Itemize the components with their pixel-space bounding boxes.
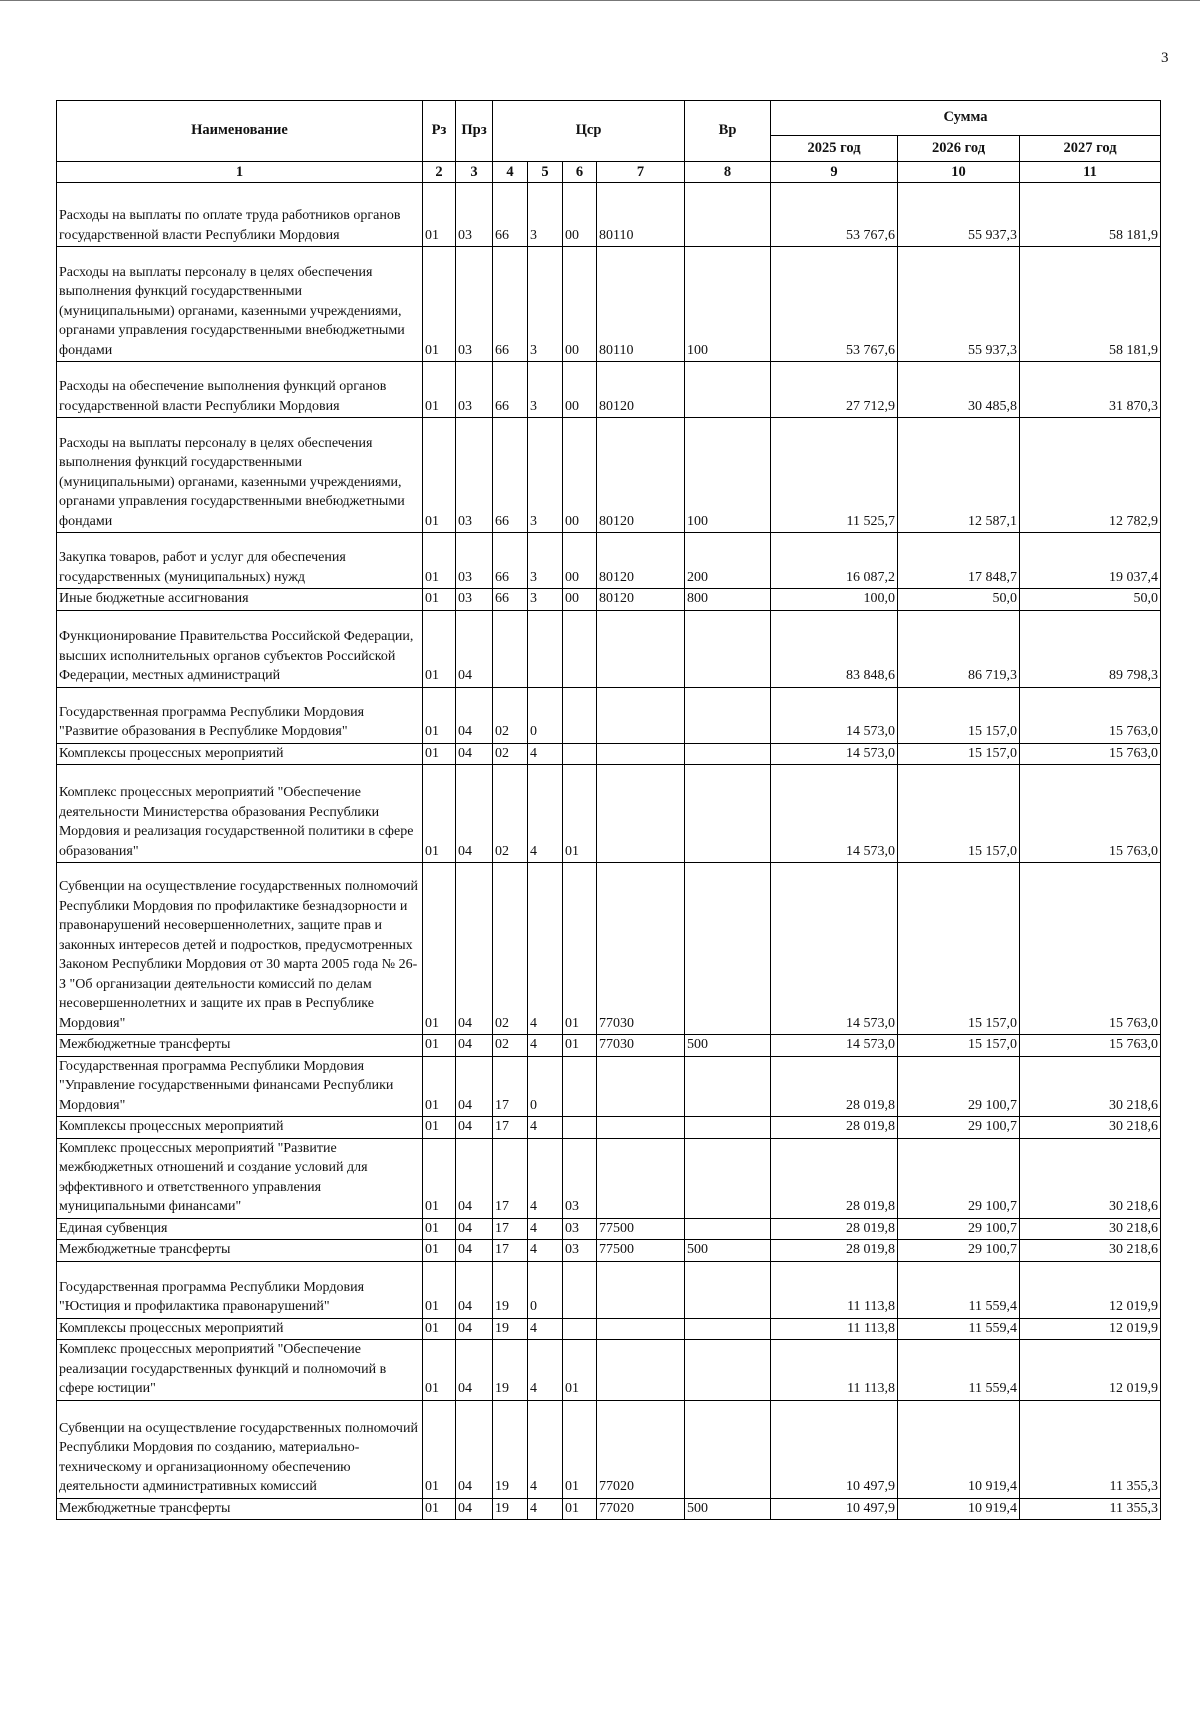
row-amount-2027: 12 019,9 (1020, 1340, 1161, 1401)
row-csr-direction (597, 687, 685, 743)
table-row (57, 533, 1161, 589)
table-row (57, 1138, 1161, 1218)
row-csr-item: 01 (563, 1035, 597, 1057)
row-csr-item: 03 (563, 1218, 597, 1240)
row-amount-2025: 11 113,8 (771, 1261, 898, 1318)
row-rz: 01 (423, 1240, 456, 1262)
row-csr-type: 4 (528, 1035, 563, 1057)
col-number: 7 (597, 162, 685, 183)
row-amount-2027: 50,0 (1020, 589, 1161, 611)
row-rz: 01 (423, 1056, 456, 1117)
row-name: Межбюджетные трансферты (57, 1035, 423, 1057)
table-row (57, 743, 1161, 765)
row-amount-2027: 30 218,6 (1020, 1056, 1161, 1117)
row-vr (685, 765, 771, 863)
row-rz: 01 (423, 247, 456, 362)
row-amount-2027: 31 870,3 (1020, 362, 1161, 418)
row-csr-type: 4 (528, 743, 563, 765)
row-amount-2026: 15 157,0 (898, 765, 1020, 863)
row-csr-direction: 77020 (597, 1400, 685, 1498)
row-csr-direction: 77500 (597, 1240, 685, 1262)
row-rz: 01 (423, 589, 456, 611)
row-csr-item: 01 (563, 765, 597, 863)
row-csr-type: 3 (528, 183, 563, 247)
row-csr-direction (597, 610, 685, 687)
row-vr (685, 362, 771, 418)
col-number: 1 (57, 162, 423, 183)
row-name: Комплекс процессных мероприятий "Обеспечение реализации государственных функций и полномочий в сфере юстиции" (57, 1340, 423, 1401)
header-year-2025: 2025 год (771, 136, 898, 162)
row-csr-direction: 77500 (597, 1218, 685, 1240)
row-amount-2026: 29 100,7 (898, 1218, 1020, 1240)
col-number: 8 (685, 162, 771, 183)
row-csr-item: 01 (563, 1498, 597, 1520)
row-amount-2025: 11 113,8 (771, 1318, 898, 1340)
row-vr (685, 743, 771, 765)
row-amount-2026: 11 559,4 (898, 1340, 1020, 1401)
row-amount-2026: 15 157,0 (898, 687, 1020, 743)
row-prz: 04 (456, 1261, 493, 1318)
table-row (57, 1117, 1161, 1139)
col-number: 10 (898, 162, 1020, 183)
header-year-2026: 2026 год (898, 136, 1020, 162)
row-amount-2027: 58 181,9 (1020, 247, 1161, 362)
row-vr (685, 610, 771, 687)
row-amount-2026: 15 157,0 (898, 863, 1020, 1035)
row-name: Государственная программа Республики Мордовия "Юстиция и профилактика правонарушений" (57, 1261, 423, 1318)
row-csr-item (563, 1318, 597, 1340)
row-amount-2025: 28 019,8 (771, 1240, 898, 1262)
row-amount-2025: 14 573,0 (771, 765, 898, 863)
row-name: Закупка товаров, работ и услуг для обеспечения государственных (муниципальных) нужд (57, 533, 423, 589)
col-number: 4 (493, 162, 528, 183)
table-row (57, 765, 1161, 863)
row-amount-2026: 15 157,0 (898, 743, 1020, 765)
row-csr-direction: 80110 (597, 247, 685, 362)
row-rz: 01 (423, 863, 456, 1035)
row-csr-program: 17 (493, 1056, 528, 1117)
row-name: Расходы на выплаты персоналу в целях обеспечения выполнения функций государственными (муниципальными) органами, казенными учреждениями, органами управления государственными внебюджетными фондами (57, 418, 423, 533)
row-prz: 04 (456, 1056, 493, 1117)
row-prz: 04 (456, 1138, 493, 1218)
row-amount-2026: 29 100,7 (898, 1117, 1020, 1139)
row-rz: 01 (423, 743, 456, 765)
row-name: Расходы на обеспечение выполнения функций органов государственной власти Республики Мордовия (57, 362, 423, 418)
header-vr: Вр (685, 101, 771, 162)
row-vr (685, 1400, 771, 1498)
row-csr-program: 02 (493, 1035, 528, 1057)
row-prz: 04 (456, 765, 493, 863)
row-amount-2025: 27 712,9 (771, 362, 898, 418)
row-csr-program: 19 (493, 1400, 528, 1498)
row-csr-direction (597, 1340, 685, 1401)
table-body (57, 183, 1161, 1520)
row-vr (685, 183, 771, 247)
row-vr: 100 (685, 418, 771, 533)
row-csr-type: 4 (528, 1138, 563, 1218)
row-amount-2025: 11 113,8 (771, 1340, 898, 1401)
row-name: Расходы на выплаты по оплате труда работников органов государственной власти Республики Мордовия (57, 183, 423, 247)
row-rz: 01 (423, 1117, 456, 1139)
row-prz: 04 (456, 1400, 493, 1498)
row-csr-type: 3 (528, 362, 563, 418)
row-csr-program: 66 (493, 533, 528, 589)
row-csr-program: 17 (493, 1240, 528, 1262)
row-name: Единая субвенция (57, 1218, 423, 1240)
row-rz: 01 (423, 687, 456, 743)
row-amount-2025: 28 019,8 (771, 1138, 898, 1218)
row-csr-type: 4 (528, 1240, 563, 1262)
row-amount-2025: 14 573,0 (771, 687, 898, 743)
row-csr-direction (597, 765, 685, 863)
row-csr-type: 3 (528, 589, 563, 611)
row-vr: 200 (685, 533, 771, 589)
row-name: Комплексы процессных мероприятий (57, 743, 423, 765)
row-csr-direction (597, 1261, 685, 1318)
row-amount-2026: 11 559,4 (898, 1261, 1020, 1318)
row-rz: 01 (423, 610, 456, 687)
row-vr: 500 (685, 1035, 771, 1057)
row-csr-program: 66 (493, 589, 528, 611)
page-number: 3 (1161, 50, 1169, 66)
row-vr: 100 (685, 247, 771, 362)
row-amount-2026: 29 100,7 (898, 1056, 1020, 1117)
row-amount-2027: 11 355,3 (1020, 1498, 1161, 1520)
row-amount-2027: 30 218,6 (1020, 1117, 1161, 1139)
row-csr-type: 4 (528, 1318, 563, 1340)
col-number: 3 (456, 162, 493, 183)
row-csr-item (563, 1117, 597, 1139)
row-vr (685, 1117, 771, 1139)
row-rz: 01 (423, 183, 456, 247)
row-prz: 03 (456, 418, 493, 533)
row-csr-type: 3 (528, 418, 563, 533)
row-csr-type: 4 (528, 1498, 563, 1520)
row-csr-type: 0 (528, 1261, 563, 1318)
row-csr-program: 19 (493, 1261, 528, 1318)
row-csr-program: 17 (493, 1218, 528, 1240)
row-amount-2026: 15 157,0 (898, 1035, 1020, 1057)
table-row (57, 1056, 1161, 1117)
row-amount-2026: 17 848,7 (898, 533, 1020, 589)
row-amount-2025: 14 573,0 (771, 863, 898, 1035)
row-amount-2026: 10 919,4 (898, 1400, 1020, 1498)
row-prz: 04 (456, 1117, 493, 1139)
row-name: Иные бюджетные ассигнования (57, 589, 423, 611)
row-csr-item (563, 610, 597, 687)
row-amount-2025: 28 019,8 (771, 1218, 898, 1240)
row-csr-type (528, 610, 563, 687)
row-rz: 01 (423, 1340, 456, 1401)
row-name: Расходы на выплаты персоналу в целях обеспечения выполнения функций государственными (муниципальными) органами, казенными учреждениями, органами управления государственными внебюджетными фондами (57, 247, 423, 362)
row-amount-2025: 83 848,6 (771, 610, 898, 687)
row-amount-2025: 53 767,6 (771, 247, 898, 362)
row-csr-item (563, 1261, 597, 1318)
table-row (57, 1261, 1161, 1318)
row-name: Субвенции на осуществление государственных полномочий Республики Мордовия по профилактике безнадзорности и правонарушений несовершеннолетних, защите прав и законных интересов детей и подростков, предусмотренных Законом Республики Мордовия от 30 марта 2005 года № 26-З "Об организации деятельности комиссий по делам несовершеннолетних и защите их прав в Республике Мордовия" (57, 863, 423, 1035)
row-amount-2025: 28 019,8 (771, 1117, 898, 1139)
row-csr-program: 66 (493, 183, 528, 247)
row-rz: 01 (423, 1498, 456, 1520)
row-prz: 03 (456, 183, 493, 247)
row-csr-item: 03 (563, 1240, 597, 1262)
row-rz: 01 (423, 1400, 456, 1498)
col-number: 6 (563, 162, 597, 183)
row-csr-type: 4 (528, 1218, 563, 1240)
row-amount-2027: 19 037,4 (1020, 533, 1161, 589)
row-amount-2025: 100,0 (771, 589, 898, 611)
row-amount-2027: 15 763,0 (1020, 863, 1161, 1035)
row-csr-direction (597, 743, 685, 765)
budget-table (56, 100, 1161, 1520)
row-csr-program: 17 (493, 1138, 528, 1218)
row-csr-direction: 80120 (597, 533, 685, 589)
row-csr-type: 4 (528, 1400, 563, 1498)
table-row (57, 863, 1161, 1035)
row-name: Комплексы процессных мероприятий (57, 1117, 423, 1139)
row-prz: 03 (456, 362, 493, 418)
row-rz: 01 (423, 765, 456, 863)
table-row (57, 1400, 1161, 1498)
row-csr-program: 66 (493, 247, 528, 362)
row-name: Функционирование Правительства Российской Федерации, высших исполнительных органов субъектов Российской Федерации, местных администраций (57, 610, 423, 687)
row-amount-2027: 58 181,9 (1020, 183, 1161, 247)
row-csr-program: 66 (493, 418, 528, 533)
row-csr-item (563, 1056, 597, 1117)
row-csr-type: 4 (528, 863, 563, 1035)
row-csr-program: 66 (493, 362, 528, 418)
row-name: Межбюджетные трансферты (57, 1498, 423, 1520)
row-vr (685, 1138, 771, 1218)
row-csr-direction: 77020 (597, 1498, 685, 1520)
row-amount-2025: 14 573,0 (771, 743, 898, 765)
table-row (57, 610, 1161, 687)
row-csr-direction: 80120 (597, 418, 685, 533)
row-amount-2027: 12 782,9 (1020, 418, 1161, 533)
row-prz: 03 (456, 589, 493, 611)
row-prz: 04 (456, 610, 493, 687)
row-amount-2026: 29 100,7 (898, 1240, 1020, 1262)
row-amount-2027: 89 798,3 (1020, 610, 1161, 687)
row-amount-2027: 15 763,0 (1020, 687, 1161, 743)
row-csr-program: 19 (493, 1340, 528, 1401)
row-rz: 01 (423, 362, 456, 418)
row-vr (685, 1340, 771, 1401)
row-prz: 04 (456, 1498, 493, 1520)
row-rz: 01 (423, 1218, 456, 1240)
row-csr-item: 00 (563, 589, 597, 611)
row-vr (685, 687, 771, 743)
row-csr-item: 03 (563, 1138, 597, 1218)
row-name: Комплекс процессных мероприятий "Обеспечение деятельности Министерства образования Республики Мордовия и реализация государственной политики в сфере образования" (57, 765, 423, 863)
row-prz: 04 (456, 1240, 493, 1262)
row-prz: 04 (456, 1340, 493, 1401)
row-vr: 500 (685, 1498, 771, 1520)
row-csr-type: 4 (528, 1340, 563, 1401)
row-rz: 01 (423, 1035, 456, 1057)
row-csr-program: 02 (493, 687, 528, 743)
row-vr (685, 1318, 771, 1340)
row-amount-2027: 30 218,6 (1020, 1138, 1161, 1218)
row-csr-program: 19 (493, 1498, 528, 1520)
row-vr (685, 1261, 771, 1318)
row-prz: 04 (456, 1035, 493, 1057)
table-header (57, 101, 1161, 183)
table-row (57, 1218, 1161, 1240)
row-csr-program (493, 610, 528, 687)
row-name: Субвенции на осуществление государственных полномочий Республики Мордовия по созданию, материально-техническому и организационному обеспечению деятельности административных комиссий (57, 1400, 423, 1498)
row-csr-item: 00 (563, 418, 597, 533)
row-amount-2025: 14 573,0 (771, 1035, 898, 1057)
row-csr-direction: 80120 (597, 589, 685, 611)
row-prz: 03 (456, 247, 493, 362)
row-amount-2025: 16 087,2 (771, 533, 898, 589)
col-number: 11 (1020, 162, 1161, 183)
row-csr-type: 0 (528, 1056, 563, 1117)
row-amount-2027: 30 218,6 (1020, 1218, 1161, 1240)
row-rz: 01 (423, 533, 456, 589)
column-number-row (57, 162, 1161, 183)
row-amount-2027: 11 355,3 (1020, 1400, 1161, 1498)
header-sum: Сумма (771, 101, 1161, 136)
col-number: 2 (423, 162, 456, 183)
row-rz: 01 (423, 418, 456, 533)
table-row (57, 1035, 1161, 1057)
row-vr: 800 (685, 589, 771, 611)
row-csr-type: 0 (528, 687, 563, 743)
row-csr-type: 3 (528, 533, 563, 589)
row-csr-item (563, 687, 597, 743)
row-csr-program: 19 (493, 1318, 528, 1340)
scan-top-edge (0, 0, 1200, 1)
table-row (57, 1318, 1161, 1340)
col-number: 5 (528, 162, 563, 183)
row-csr-direction: 80120 (597, 362, 685, 418)
header-csr: Цср (493, 101, 685, 162)
table-row (57, 687, 1161, 743)
row-vr (685, 863, 771, 1035)
row-amount-2025: 28 019,8 (771, 1056, 898, 1117)
row-amount-2026: 10 919,4 (898, 1498, 1020, 1520)
row-vr (685, 1056, 771, 1117)
row-csr-direction (597, 1117, 685, 1139)
row-rz: 01 (423, 1138, 456, 1218)
row-amount-2026: 50,0 (898, 589, 1020, 611)
row-name: Государственная программа Республики Мордовия "Развитие образования в Республике Мордовия" (57, 687, 423, 743)
row-csr-program: 02 (493, 743, 528, 765)
row-amount-2027: 30 218,6 (1020, 1240, 1161, 1262)
row-name: Межбюджетные трансферты (57, 1240, 423, 1262)
row-csr-item: 01 (563, 1400, 597, 1498)
row-amount-2027: 15 763,0 (1020, 1035, 1161, 1057)
row-csr-direction (597, 1056, 685, 1117)
col-number: 9 (771, 162, 898, 183)
table-row (57, 418, 1161, 533)
row-csr-item: 00 (563, 247, 597, 362)
row-amount-2026: 30 485,8 (898, 362, 1020, 418)
row-csr-direction: 77030 (597, 1035, 685, 1057)
row-csr-type: 3 (528, 247, 563, 362)
row-amount-2026: 86 719,3 (898, 610, 1020, 687)
table-row (57, 247, 1161, 362)
row-name: Комплексы процессных мероприятий (57, 1318, 423, 1340)
row-csr-direction (597, 1138, 685, 1218)
row-csr-program: 17 (493, 1117, 528, 1139)
row-amount-2027: 15 763,0 (1020, 743, 1161, 765)
row-csr-direction (597, 1318, 685, 1340)
row-amount-2027: 15 763,0 (1020, 765, 1161, 863)
row-amount-2027: 12 019,9 (1020, 1318, 1161, 1340)
header-name: Наименование (57, 101, 423, 162)
header-rz: Рз (423, 101, 456, 162)
row-amount-2027: 12 019,9 (1020, 1261, 1161, 1318)
row-prz: 04 (456, 687, 493, 743)
table-row (57, 1498, 1161, 1520)
row-amount-2026: 12 587,1 (898, 418, 1020, 533)
row-amount-2025: 10 497,9 (771, 1498, 898, 1520)
header-prz: Прз (456, 101, 493, 162)
row-prz: 04 (456, 743, 493, 765)
row-rz: 01 (423, 1261, 456, 1318)
table-row (57, 183, 1161, 247)
table-row (57, 589, 1161, 611)
row-name: Государственная программа Республики Мордовия "Управление государственными финансами Республики Мордовия" (57, 1056, 423, 1117)
row-amount-2025: 11 525,7 (771, 418, 898, 533)
row-csr-item: 00 (563, 362, 597, 418)
row-csr-item: 01 (563, 863, 597, 1035)
row-csr-program: 02 (493, 863, 528, 1035)
table-row (57, 1340, 1161, 1401)
table-row (57, 1240, 1161, 1262)
header-year-2027: 2027 год (1020, 136, 1161, 162)
row-csr-item (563, 743, 597, 765)
row-csr-item: 01 (563, 1340, 597, 1401)
row-prz: 04 (456, 863, 493, 1035)
row-amount-2026: 55 937,3 (898, 247, 1020, 362)
table-row (57, 362, 1161, 418)
row-csr-type: 4 (528, 1117, 563, 1139)
row-csr-program: 02 (493, 765, 528, 863)
row-csr-direction: 77030 (597, 863, 685, 1035)
row-prz: 03 (456, 533, 493, 589)
row-vr (685, 1218, 771, 1240)
row-csr-item: 00 (563, 183, 597, 247)
row-csr-item: 00 (563, 533, 597, 589)
row-amount-2026: 29 100,7 (898, 1138, 1020, 1218)
row-amount-2026: 55 937,3 (898, 183, 1020, 247)
row-vr: 500 (685, 1240, 771, 1262)
row-prz: 04 (456, 1218, 493, 1240)
row-csr-direction: 80110 (597, 183, 685, 247)
row-name: Комплекс процессных мероприятий "Развитие межбюджетных отношений и создание условий для эффективного и ответственного управления муниципальными финансами" (57, 1138, 423, 1218)
row-amount-2025: 53 767,6 (771, 183, 898, 247)
row-csr-type: 4 (528, 765, 563, 863)
row-amount-2026: 11 559,4 (898, 1318, 1020, 1340)
row-amount-2025: 10 497,9 (771, 1400, 898, 1498)
row-prz: 04 (456, 1318, 493, 1340)
row-rz: 01 (423, 1318, 456, 1340)
